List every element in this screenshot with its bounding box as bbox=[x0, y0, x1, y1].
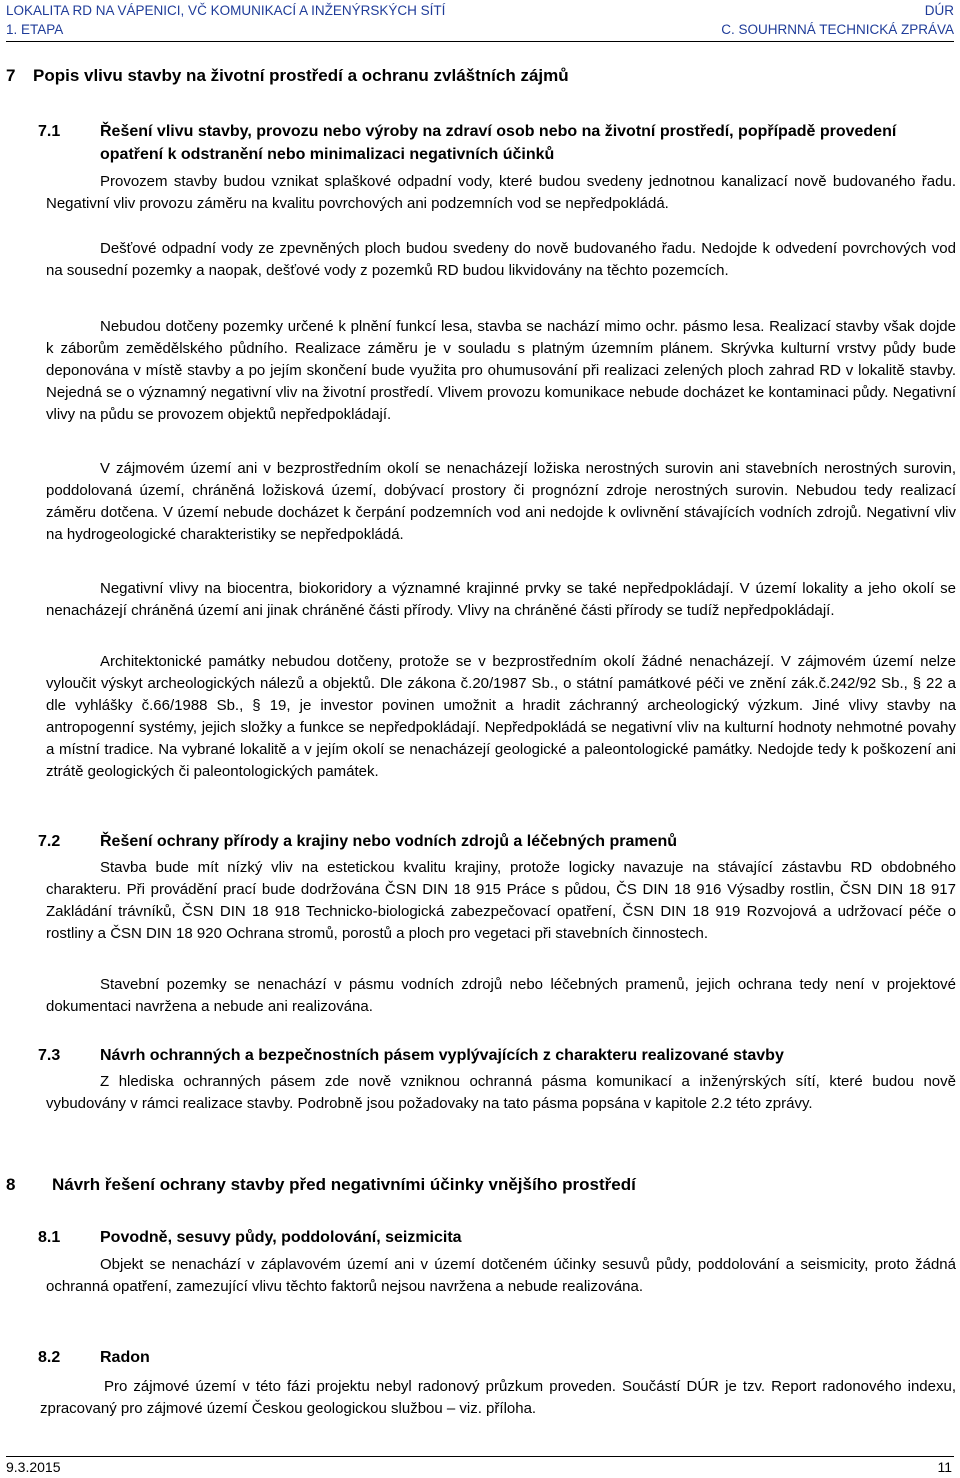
paragraph-text: Pro zájmové území v této fázi projektu nebyl radonový průzkum proveden. Součástí DÚR je tzv. Report radonového indexu, zpracovaný pro zájmové území Českou geologickou službou – viz. příloha. bbox=[40, 1378, 956, 1417]
paragraph-text: Architektonické památky nebudou dotčeny, protože se v bezprostředním okolí žádné nenacházejí. V zájmovém území nelze vyloučit výskyt archeologických nálezů a objektů. Dle zákona č.20/1987 Sb., o státní památkové péči ve znění zák.č.242/92 Sb., § 22 a dle vyhlášky č.66/1988 Sb., § 19, je investor povinen umožnit a hradit záchranný archeologický výzkum. Jiné vlivy stavby na antropogenní systémy, jejich složky a funkce se nepředpokládají. Nepředpokládá se negativní vliv na kulturní hodnoty nehmotné povahy a místní tradice. Na vybrané lokalitě a v jejím okolí se nenacházejí geologické a paleontologické památky. Nedojde tedy k poškození ani ztrátě geologických či paleontologických památek. bbox=[46, 653, 956, 780]
section-7-3-heading bbox=[38, 1044, 954, 1067]
paragraph-text: Negativní vlivy na biocentra, biokoridory a významné krajinné prvky se také nepředpokládají. V území lokality a jeho okolí se nenacházejí chráněná území ani jinak chráněné části přírody. Vlivy na chráněné části přírody se tudíž nepředpokládají. bbox=[46, 580, 956, 619]
section-8-1-heading bbox=[38, 1226, 954, 1249]
header-row-1 bbox=[6, 3, 954, 18]
paragraph-text: Stavba bude mít nízký vliv na estetickou kvalitu krajiny, protože logicky navazuje na stávající zástavbu RD obdobného charakteru. Při provádění prací bude dodržována ČSN DIN 18 915 Práce s půdou, ČS DIN 18 916 Výsadby rostlin, ČSN DIN 18 917 Zakládání trávníků, ČSN DIN 18 918 Technicko-biologická zabezpečovací opatření, ČSN DIN 18 919 Rozvojová a udržovací péče o rostliny a ČSN DIN 18 920 Ochrana stromů, porostů a ploch pro vegetaci při stavebních činnostech. bbox=[46, 859, 956, 942]
doc-type: DÚR bbox=[924, 3, 954, 18]
section-title: Řešení ochrany přírody a krajiny nebo vodních zdrojů a léčebných pramenů bbox=[100, 833, 678, 850]
paragraph-text: Dešťové odpadní vody ze zpevněných ploch budou svedeny do nově budovaného řadu. Nedojde k odvedení povrchových vod na sousední pozemky a naopak, dešťové vody z pozemků RD budou likvidovány na těchto pozemcích. bbox=[46, 240, 956, 279]
section-number: 7.3 bbox=[38, 1047, 61, 1064]
stage-label: 1. ETAPA bbox=[6, 22, 64, 37]
paragraph-text: Provozem stavby budou vznikat splaškové odpadní vody, které budou svedeny jednotnou kanalizací nově budovaného řadu. Negativní vliv provozu záměru na kvalitu povrchových ani podzemních vod se nepředpokládá. bbox=[46, 173, 956, 212]
header-divider bbox=[6, 41, 954, 42]
section-8-2-heading bbox=[38, 1346, 954, 1369]
paragraph bbox=[46, 238, 956, 282]
header-row-2 bbox=[6, 22, 954, 37]
paragraph-text: V zájmovém území ani v bezprostředním okolí se nenacházejí ložiska nerostných surovin ani stavebních nerostných surovin, poddolovaná území, chráněná ložisková území, dobývací prostory či prognózní zdroje nerostných surovin. Nebudou tedy realizací záměru dotčena. V území nebude docházet k čerpání podzemních vod ani nedojde k ovlivnění stávajících vodních zdrojů. Negativní vliv na hydrogeologické charakteristiky se nepředpokládá. bbox=[46, 460, 956, 543]
paragraph-text: Z hlediska ochranných pásem zde nově vzniknou ochranná pásma komunikací a inženýrských sítí, které budou nově vybudovány v rámci realizace stavby. Podrobně jsou požadovaky na tato pásma popsána v kapitole 2.2 této zprávy. bbox=[46, 1073, 956, 1112]
page-number: 11 bbox=[937, 1459, 952, 1475]
section-title: Řešení vlivu stavby, provozu nebo výroby na zdraví osob nebo na životní prostředí, popřípadě provedení opatření k odstranění nebo minimalizaci negativních účinků bbox=[100, 123, 897, 163]
paragraph bbox=[46, 651, 956, 783]
chapter-number: 7 bbox=[6, 66, 16, 85]
footer-date: 9.3.2015 bbox=[6, 1459, 61, 1475]
paragraph bbox=[46, 1254, 956, 1298]
section-number: 8.1 bbox=[38, 1229, 61, 1246]
section-number: 8.2 bbox=[38, 1349, 61, 1366]
section-title: Radon bbox=[100, 1349, 150, 1366]
paragraph bbox=[46, 857, 956, 945]
section-title: Návrh ochranných a bezpečnostních pásem vyplývajících z charakteru realizované stavby bbox=[100, 1047, 784, 1064]
project-title: LOKALITA RD NA VÁPENICI, VČ KOMUNIKACÍ A INŽENÝRSKÝCH SÍTÍ bbox=[6, 3, 446, 18]
footer-divider bbox=[6, 1456, 954, 1457]
section-label: C. SOUHRNNÁ TECHNICKÁ ZPRÁVA bbox=[721, 22, 954, 37]
paragraph bbox=[46, 316, 956, 426]
section-7-2-heading bbox=[38, 830, 954, 853]
paragraph-text: Nebudou dotčeny pozemky určené k plnění funkcí lesa, stavba se nachází mimo ochr. pásmo lesa. Realizací stavby však dojde k záborům zemědělského půdního. Realizace záměru je v souladu s platným územním plánem. Skrývka kulturní vrstvy půdy bude deponována v místě stavby a po jejím skončení bude využita pro ohumusování při realizaci zelených ploch zahrad RD v lokalitě stavby. Nejedná se o významný negativní vliv na životní prostředí. Vlivem provozu komunikace nebude docházet ke kontaminaci půdy. Negativní vlivy na půdu se provozem objektů nepředpokládají. bbox=[46, 318, 956, 423]
paragraph bbox=[46, 974, 956, 1018]
section-number: 7.1 bbox=[38, 123, 61, 140]
paragraph bbox=[46, 171, 956, 215]
chapter-number: 8 bbox=[6, 1175, 16, 1194]
section-title: Povodně, sesuvy půdy, poddolování, seizmicita bbox=[100, 1229, 462, 1246]
chapter-title: Návrh řešení ochrany stavby před negativními účinky vnějšího prostředí bbox=[52, 1175, 636, 1194]
paragraph bbox=[40, 1376, 956, 1420]
paragraph bbox=[46, 1071, 956, 1115]
section-number: 7.2 bbox=[38, 833, 61, 850]
chapter-title: Popis vlivu stavby na životní prostředí a ochranu zvláštních zájmů bbox=[33, 66, 569, 85]
paragraph-text: Objekt se nenachází v záplavovém území ani v území dotčeném účinky sesuvů půdy, poddolování a seismicity, proto žádná ochranná opatření, zamezující vlivu těchto faktorů nejsou navržena a nebude realizována. bbox=[46, 1256, 956, 1295]
paragraph-text: Stavební pozemky se nenachází v pásmu vodních zdrojů nebo léčebných pramenů, jejich ochrana tedy není v projektové dokumentaci navržena a nebude ani realizována. bbox=[46, 976, 956, 1015]
paragraph bbox=[46, 458, 956, 546]
paragraph bbox=[46, 578, 956, 622]
section-7-1-heading bbox=[38, 120, 954, 166]
